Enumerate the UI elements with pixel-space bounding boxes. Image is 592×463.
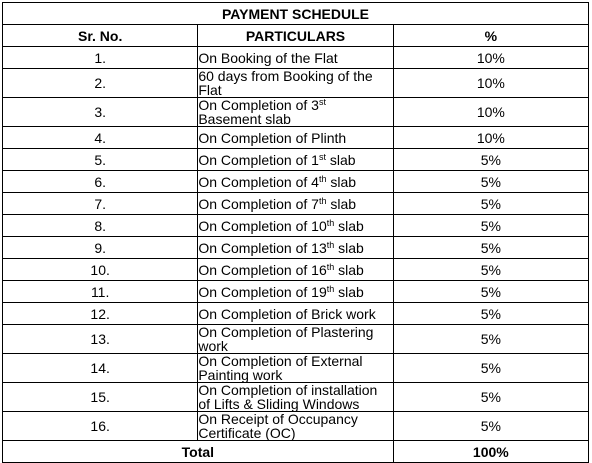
ordinal-suffix: th bbox=[318, 173, 327, 184]
row-sr-no: 14. bbox=[3, 354, 198, 383]
row-sr-no: 7. bbox=[3, 193, 198, 215]
row-sr-no: 12. bbox=[3, 303, 198, 325]
row-particulars bbox=[198, 412, 393, 441]
table-row bbox=[3, 47, 589, 69]
row-sr-no: 15. bbox=[3, 383, 198, 412]
header-sr-no: Sr. No. bbox=[3, 25, 198, 47]
row-particulars bbox=[198, 69, 393, 98]
particulars-text: On Completion of 7 bbox=[198, 195, 319, 212]
table-body bbox=[3, 47, 589, 441]
particulars-text: 60 days from Booking of the Flat bbox=[198, 68, 373, 98]
row-percent: 10% bbox=[393, 69, 588, 98]
row-percent: 5% bbox=[393, 193, 588, 215]
particulars-text: On Receipt of Occupancy Certificate (OC) bbox=[198, 411, 358, 441]
row-percent: 5% bbox=[393, 237, 588, 259]
row-percent: 5% bbox=[393, 171, 588, 193]
table-title-row bbox=[3, 3, 589, 25]
row-sr-no: 10. bbox=[3, 259, 198, 281]
total-label: Total bbox=[3, 441, 394, 463]
row-percent: 5% bbox=[393, 281, 588, 303]
particulars-text: On Completion of Plinth bbox=[198, 129, 347, 146]
particulars-text: On Completion of 13 bbox=[198, 239, 327, 256]
ordinal-suffix: st bbox=[318, 151, 326, 162]
row-particulars bbox=[198, 171, 393, 193]
particulars-text-suffix: slab bbox=[326, 173, 357, 190]
header-particulars: PARTICULARS bbox=[198, 25, 393, 47]
particulars-text: On Completion of Plastering work bbox=[198, 324, 374, 354]
row-particulars bbox=[198, 383, 393, 412]
ordinal-suffix: th bbox=[318, 195, 327, 206]
table-title: PAYMENT SCHEDULE bbox=[3, 3, 589, 25]
particulars-text: On Completion of External Painting work bbox=[198, 353, 363, 383]
row-percent: 5% bbox=[393, 215, 588, 237]
row-particulars bbox=[198, 127, 393, 149]
row-sr-no: 8. bbox=[3, 215, 198, 237]
table-row bbox=[3, 237, 589, 259]
particulars-text: On Completion of 3 bbox=[198, 97, 319, 113]
table-row bbox=[3, 303, 589, 325]
ordinal-suffix: st bbox=[318, 97, 326, 107]
row-sr-no: 2. bbox=[3, 69, 198, 98]
header-percent: % bbox=[393, 25, 588, 47]
particulars-text-suffix: Basement slab bbox=[198, 111, 291, 127]
row-percent: 10% bbox=[393, 127, 588, 149]
ordinal-suffix: th bbox=[326, 217, 335, 228]
row-particulars bbox=[198, 47, 393, 69]
particulars-text: On Completion of installation of Lifts & Sliding Windows bbox=[198, 382, 378, 412]
row-particulars bbox=[198, 215, 393, 237]
particulars-text: On Completion of 16 bbox=[198, 261, 327, 278]
row-sr-no: 9. bbox=[3, 237, 198, 259]
row-percent: 5% bbox=[393, 412, 588, 441]
particulars-text: On Booking of the Flat bbox=[198, 49, 338, 66]
payment-schedule-document bbox=[2, 2, 589, 463]
table-row bbox=[3, 69, 589, 98]
particulars-text-suffix: slab bbox=[334, 261, 364, 278]
table-row bbox=[3, 215, 589, 237]
table-row bbox=[3, 325, 589, 354]
row-sr-no: 4. bbox=[3, 127, 198, 149]
row-particulars bbox=[198, 237, 393, 259]
table-row bbox=[3, 149, 589, 171]
row-particulars bbox=[198, 149, 393, 171]
particulars-text: On Completion of 4 bbox=[198, 173, 319, 190]
row-percent: 5% bbox=[393, 354, 588, 383]
row-percent: 5% bbox=[393, 325, 588, 354]
row-particulars bbox=[198, 325, 393, 354]
row-particulars bbox=[198, 303, 393, 325]
table-row bbox=[3, 354, 589, 383]
table-row bbox=[3, 383, 589, 412]
table-row bbox=[3, 193, 589, 215]
row-sr-no: 13. bbox=[3, 325, 198, 354]
row-percent: 5% bbox=[393, 259, 588, 281]
particulars-text-suffix: slab bbox=[326, 195, 357, 212]
total-percent: 100% bbox=[393, 441, 588, 463]
table-row bbox=[3, 412, 589, 441]
row-percent: 5% bbox=[393, 383, 588, 412]
row-sr-no: 5. bbox=[3, 149, 198, 171]
row-particulars bbox=[198, 259, 393, 281]
table-header-row bbox=[3, 25, 589, 47]
ordinal-suffix: th bbox=[326, 239, 335, 250]
particulars-text-suffix: slab bbox=[325, 151, 356, 168]
ordinal-suffix: th bbox=[326, 261, 335, 272]
particulars-text: On Completion of 10 bbox=[198, 217, 327, 234]
row-percent: 10% bbox=[393, 47, 588, 69]
row-sr-no: 3. bbox=[3, 98, 198, 127]
table-row bbox=[3, 171, 589, 193]
particulars-text: On Completion of 1 bbox=[198, 151, 319, 168]
row-particulars bbox=[198, 193, 393, 215]
row-particulars bbox=[198, 98, 393, 127]
row-particulars bbox=[198, 354, 393, 383]
table-row bbox=[3, 98, 589, 127]
particulars-text-suffix: slab bbox=[334, 217, 364, 234]
row-percent: 5% bbox=[393, 303, 588, 325]
ordinal-suffix: th bbox=[326, 283, 335, 294]
total-row bbox=[3, 441, 589, 463]
table-row bbox=[3, 127, 589, 149]
table-row bbox=[3, 281, 589, 303]
row-sr-no: 11. bbox=[3, 281, 198, 303]
row-particulars bbox=[198, 281, 393, 303]
row-sr-no: 1. bbox=[3, 47, 198, 69]
particulars-text: On Completion of 19 bbox=[198, 283, 327, 300]
table-row bbox=[3, 259, 589, 281]
particulars-text-suffix: slab bbox=[334, 239, 364, 256]
row-sr-no: 16. bbox=[3, 412, 198, 441]
payment-schedule-table bbox=[2, 2, 589, 463]
row-percent: 10% bbox=[393, 98, 588, 127]
row-percent: 5% bbox=[393, 149, 588, 171]
particulars-text-suffix: slab bbox=[334, 283, 364, 300]
particulars-text: On Completion of Brick work bbox=[198, 305, 376, 322]
row-sr-no: 6. bbox=[3, 171, 198, 193]
